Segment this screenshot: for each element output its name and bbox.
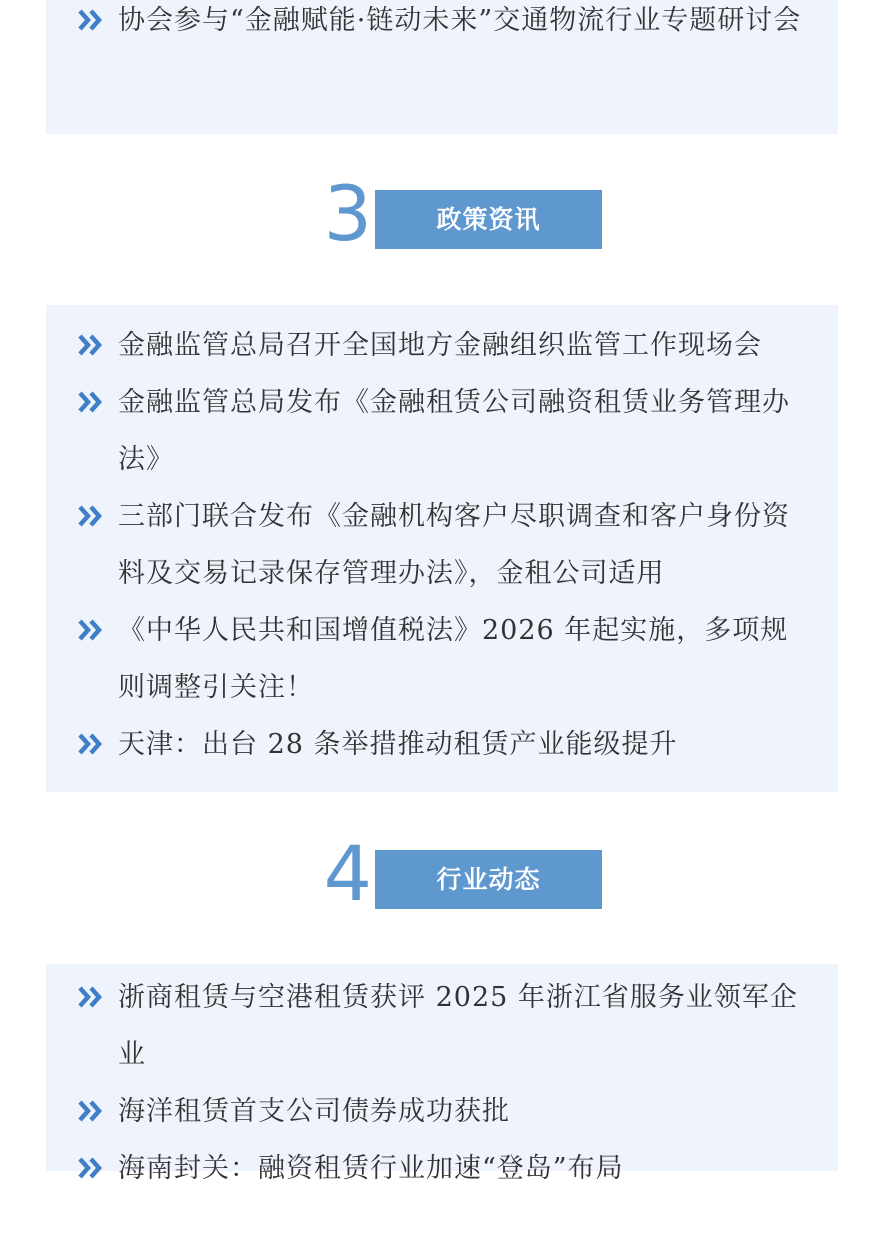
section-4-number: 4 [323,829,372,918]
list-item[interactable] [46,0,838,49]
double-chevron-right-icon [78,732,104,756]
section-3-header [0,169,892,260]
list-item[interactable] [46,317,838,374]
list-item-text: 海南封关：融资租赁行业加速“登岛”布局 [118,1153,624,1184]
section-4-list [46,969,838,1197]
list-item-text: 协会参与“金融赋能·链动未来”交通物流行业专题研讨会 [118,5,802,36]
list-item-text: 天津：出台 28 条举措推动租赁产业能级提升 [118,729,678,760]
list-item-text: 三部门联合发布《金融机构客户尽职调查和客户身份资料及交易记录保存管理办法》，金租公司适用 [118,501,790,589]
section-4-title: 行业动态 [375,850,602,909]
list-item-text: 《中华人民共和国增值税法》2026 年起实施，多项规则调整引关注！ [118,615,789,703]
section-3-card [46,305,838,792]
list-item[interactable] [46,716,838,773]
list-item-text: 海洋租赁首支公司债券成功获批 [118,1096,510,1127]
section-3-title: 政策资讯 [375,190,602,249]
double-chevron-right-icon [78,390,104,414]
double-chevron-right-icon [78,1156,104,1180]
list-item-text: 金融监管总局召开全国地方金融组织监管工作现场会 [118,330,762,361]
list-item[interactable] [46,488,838,602]
section-1-card [46,0,838,134]
section-3-number: 3 [323,169,372,258]
double-chevron-right-icon [78,985,104,1009]
list-item[interactable] [46,969,838,1083]
section-4-card [46,964,838,1184]
list-item[interactable] [46,602,838,716]
section-1-list [46,0,838,49]
section-3-list [46,317,838,773]
double-chevron-right-icon [78,618,104,642]
list-item[interactable] [46,374,838,488]
list-item-text: 金融监管总局发布《金融租赁公司融资租赁业务管理办法》 [118,387,790,475]
double-chevron-right-icon [78,1099,104,1123]
double-chevron-right-icon [78,8,104,32]
section-4-header [0,829,892,920]
list-item[interactable] [46,1140,838,1197]
list-item[interactable] [46,1083,838,1140]
list-item-text: 浙商租赁与空港租赁获评 2025 年浙江省服务业领军企业 [118,982,798,1070]
double-chevron-right-icon [78,333,104,357]
double-chevron-right-icon [78,504,104,528]
